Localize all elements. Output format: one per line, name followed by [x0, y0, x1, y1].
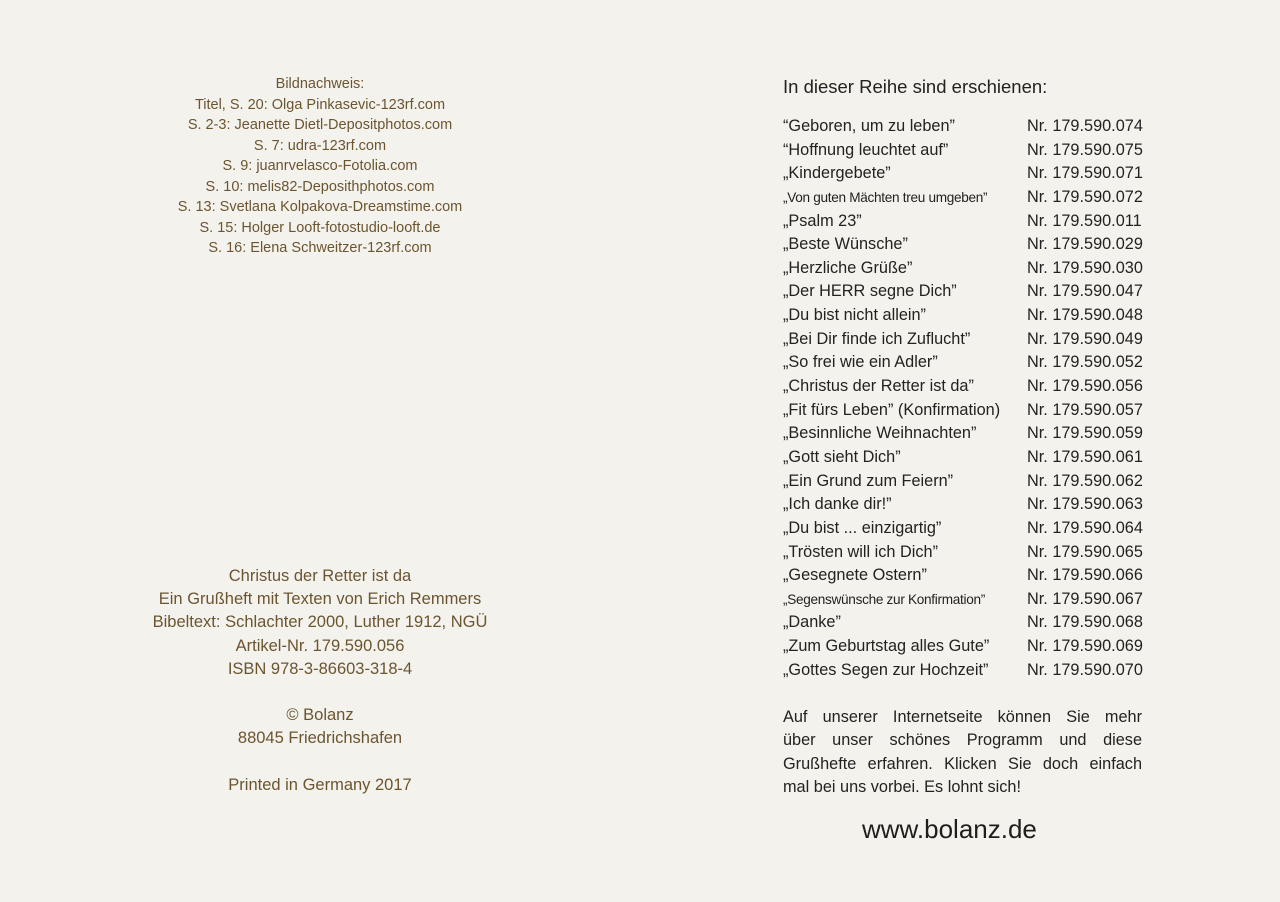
credit-line: S. 9: juanrvelasco-Fotolia.com	[222, 158, 418, 174]
right-page	[640, 0, 1280, 902]
series-item-number: Nr. 179.590.063	[1027, 495, 1143, 514]
credit-line: Titel, S. 20: Olga Pinkasevic-123rf.com	[194, 96, 446, 113]
series-item-number: Nr. 179.590.064	[1027, 518, 1143, 537]
series-item-number: Nr. 179.590.059	[1027, 424, 1143, 443]
series-item-number: Nr. 179.590.068	[1027, 613, 1143, 632]
series-item-title: „Bei Dir finde ich Zuflucht”	[783, 329, 971, 348]
series-item-number: Nr. 179.590.070	[1027, 660, 1143, 679]
series-item-number: Nr. 179.590.065	[1027, 542, 1143, 561]
series-item-number: Nr. 179.590.057	[1027, 400, 1143, 419]
series-list	[783, 115, 1145, 682]
series-item-number: Nr. 179.590.049	[1027, 329, 1143, 348]
series-item-number: Nr. 179.590.072	[1027, 187, 1143, 206]
series-heading: In dieser Reihe sind erschienen:	[783, 76, 1048, 97]
series-item-number: Nr. 179.590.062	[1027, 471, 1143, 490]
series-item	[783, 375, 1145, 399]
credit-line: S. 16: Elena Schweitzer-123rf.com	[208, 240, 432, 256]
series-item-title: „Fit fürs Leben” (Konfirmation)	[783, 400, 1001, 419]
series-item-title: „Herzliche Grüße”	[783, 258, 913, 277]
series-item-title: „Von guten Mächten treu umgeben”	[783, 189, 988, 205]
series-item-title: „Trösten will ich Dich”	[783, 542, 938, 561]
isbn: ISBN 978-3-86603-318-4	[227, 659, 413, 678]
series-item-title: „Zum Geburtstag alles Gute”	[783, 637, 990, 656]
series-item-title: „Danke”	[783, 613, 841, 632]
series-item-title: „Psalm 23”	[783, 211, 862, 230]
printed-note: Printed in Germany 2017	[228, 775, 412, 794]
booklet-title: Christus der Retter ist da	[228, 567, 412, 585]
series-item-number: Nr. 179.590.069	[1027, 637, 1143, 656]
series-item-title: „Kindergebete”	[783, 164, 891, 183]
credit-line: S. 7: udra-123rf.com	[253, 137, 387, 154]
series-item-number: Nr. 179.590.056	[1027, 377, 1143, 396]
credit-line: S. 13: Svetlana Kolpakova-Dreamstime.com	[177, 199, 463, 215]
series-item	[783, 162, 1145, 186]
series-item-number: Nr. 179.590.029	[1027, 235, 1143, 254]
series-item	[783, 351, 1145, 375]
series-item-title: „Ein Grund zum Feiern”	[783, 471, 954, 490]
image-credits	[120, 74, 520, 259]
series-item	[783, 115, 1145, 139]
series-item-title: “Geboren, um zu leben”	[783, 117, 955, 135]
series-item	[783, 422, 1145, 446]
series-item-title: „Gesegnete Ostern”	[783, 566, 927, 585]
series-item	[783, 186, 1145, 210]
series-item	[783, 210, 1145, 234]
series-item-number: Nr. 179.590.030	[1027, 258, 1143, 277]
series-item-title: „Der HERR segne Dich”	[783, 282, 957, 301]
series-item	[783, 328, 1145, 352]
website-text-line: Auf unserer Internetseite können Sie mehr	[783, 708, 1142, 726]
series-item	[783, 659, 1145, 683]
series-item-number: Nr. 179.590.074	[1027, 117, 1143, 135]
website-url: www.bolanz.de	[862, 814, 1037, 844]
series-item-number: Nr. 179.590.071	[1027, 164, 1143, 183]
series-item-title: „Christus der Retter ist da”	[783, 377, 974, 396]
series-item	[783, 399, 1145, 423]
series-item	[783, 139, 1145, 163]
series-item	[783, 588, 1145, 612]
series-item-title: „Gottes Segen zur Hochzeit”	[783, 660, 989, 679]
series-item-title: „Du bist ... einzigartig”	[783, 518, 942, 537]
series-item-title: „Gott sieht Dich”	[783, 447, 901, 466]
copyright: © Bolanz	[286, 706, 354, 725]
publisher-address: 88045 Friedrichshafen	[237, 729, 403, 748]
imprint	[90, 565, 550, 797]
series-item-number: Nr. 179.590.067	[1027, 589, 1143, 608]
series-item-title: „Besinnliche Weihnachten”	[783, 424, 977, 443]
series-item-title: “Hoffnung leuchtet auf”	[783, 140, 949, 159]
series-item	[783, 446, 1145, 470]
series-item-number: Nr. 179.590.047	[1027, 282, 1143, 301]
series-item	[783, 611, 1145, 635]
series-item-title: „So frei wie ein Adler”	[783, 353, 938, 372]
series-item-title: „Segenswünsche zur Konfirmation”	[783, 591, 985, 607]
bible-text-source: Bibeltext: Schlachter 2000, Luther 1912, NGÜ	[152, 613, 488, 632]
website-text-line: Grußhefte erfahren. Klicken Sie doch einfach	[783, 754, 1142, 773]
series-item-number: Nr. 179.590.048	[1027, 306, 1143, 325]
series-item-number: Nr. 179.590.066	[1027, 566, 1143, 585]
booklet-subtitle: Ein Grußheft mit Texten von Erich Remmers	[158, 590, 482, 609]
series-item	[783, 517, 1145, 541]
series-item	[783, 470, 1145, 494]
series-item-title: „Du bist nicht allein”	[783, 306, 926, 325]
series-item	[783, 635, 1145, 659]
series-item	[783, 541, 1145, 565]
series-item-number: Nr. 179.590.011	[1027, 211, 1142, 230]
series-item-number: Nr. 179.590.075	[1027, 140, 1143, 159]
credit-line: S. 15: Holger Looft-fotostudio-looft.de	[199, 219, 441, 236]
series-item	[783, 233, 1145, 257]
website-text-line: mal bei uns vorbei. Es lohnt sich!	[783, 777, 1022, 796]
series-item	[783, 493, 1145, 517]
series-item-title: „Ich danke dir!”	[783, 495, 892, 514]
series-item-number: Nr. 179.590.052	[1027, 353, 1143, 372]
website-paragraph	[783, 706, 1142, 799]
series-item	[783, 304, 1145, 328]
series-item	[783, 564, 1145, 588]
series-item-number: Nr. 179.590.061	[1027, 447, 1143, 466]
series-item-title: „Beste Wünsche”	[783, 235, 908, 254]
series-item	[783, 257, 1145, 281]
credit-line: S. 10: melis82-Deposithphotos.com	[205, 178, 435, 195]
series-item	[783, 280, 1145, 304]
credits-heading: Bildnachweis:	[275, 76, 365, 92]
credit-line: S. 2-3: Jeanette Dietl-Depositphotos.com	[187, 117, 453, 133]
website-text-line: über unser schönes Programm und diese	[783, 731, 1142, 750]
article-number: Artikel-Nr. 179.590.056	[235, 636, 405, 655]
